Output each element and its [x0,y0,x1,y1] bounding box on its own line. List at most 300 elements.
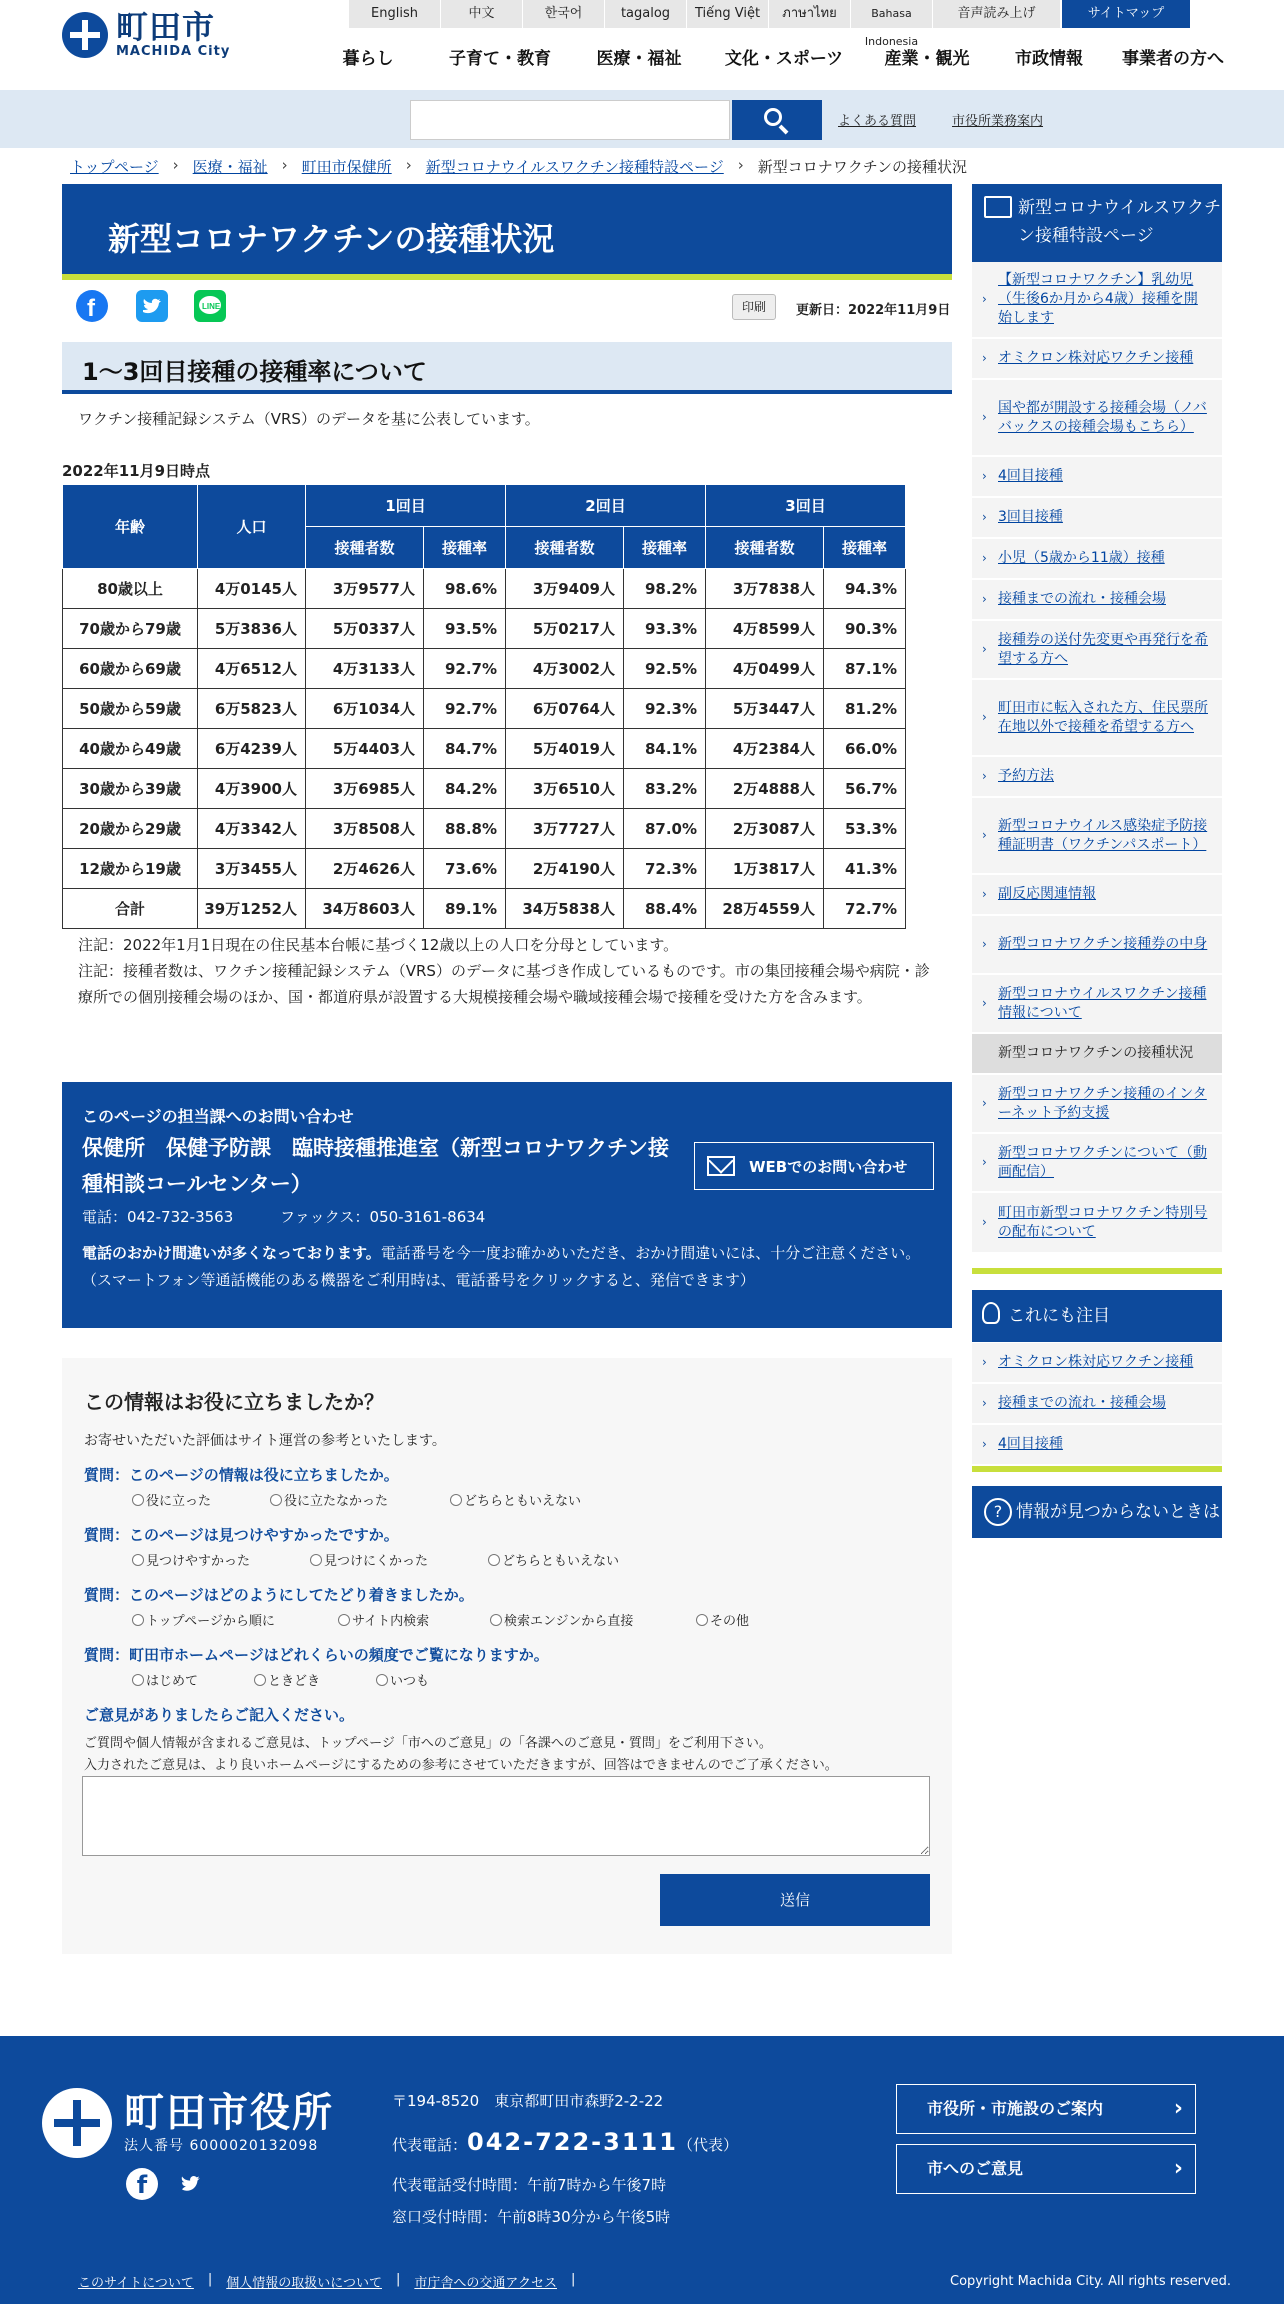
table-cell: 53.3% [824,809,906,849]
radio-label: どちらともいえない [464,1494,582,1509]
notice-item-label[interactable]: 接種までの流れ・接種会場 [998,1395,1166,1411]
radio-label: どちらともいえない [502,1554,620,1569]
table-row [63,769,906,809]
updated-date: 更新日：2022年11月9日 [796,303,951,318]
table-cell: 87.0% [624,809,706,849]
th-dose2: 2回目 [506,485,706,527]
corp-number: 法人番号 6000020132098 [124,2138,319,2154]
sidebar-heading[interactable] [972,184,1222,262]
submit-button[interactable]: 送信 [660,1874,930,1926]
radio-label: その他 [710,1614,750,1629]
table-cell: 5万0337人 [306,609,424,649]
table-row [63,569,906,609]
logo-sub: MACHIDA City [116,44,231,59]
table-cell: 3万6985人 [306,769,424,809]
radio-button[interactable] [310,1554,322,1566]
sidebar-item[interactable] [972,262,1222,338]
chevron-right-icon: › [982,1396,987,1410]
nav-item[interactable]: 文化・スポーツ [724,49,844,69]
chevron-right-icon: › [982,351,987,365]
breadcrumb [70,156,967,177]
radio-label: サイト内検索 [352,1614,430,1629]
th-rate: 接種率 [824,527,906,569]
survey-radio-option[interactable] [254,1670,376,1689]
survey-radio-option[interactable] [310,1550,488,1569]
intro-text: ワクチン接種記録システム（VRS）のデータを基に公表しています。 [78,410,540,428]
table-cell: 3万8508人 [306,809,424,849]
sidebar-item[interactable] [972,580,1222,620]
table-cell: 80歳以上 [63,569,198,609]
table-cell: 89.1% [424,889,506,929]
sidebar-item[interactable] [972,498,1222,538]
comment-note-1: ご質問や個人情報が含まれるご意見は、トップページ「市へのご意見」の「各課へのご意見・質問」をご利用下さい。 [84,1736,772,1751]
office-guide-link[interactable]: 市役所業務案内 [952,114,1044,129]
opinion-button[interactable]: 市へのご意見 › [896,2144,1196,2194]
sidebar-item-label[interactable]: 町田市に転入された方、住民票所在地以外で接種を希望する方へ [998,699,1208,735]
th-rate: 接種率 [424,527,506,569]
survey-question: 質問：このページは見つけやすかったですか。 [84,1526,399,1544]
table-cell: 84.7% [424,729,506,769]
twitter-share-icon[interactable] [136,290,168,322]
footer-links [78,2272,589,2291]
sidebar-item-label[interactable]: オミクロン株対応ワクチン接種 [998,350,1194,366]
table-cell: 2万4626人 [306,849,424,889]
radio-button[interactable] [376,1674,388,1686]
sidebar-item-label[interactable]: 【新型コロナワクチン】乳幼児（生後6か月から4歳）接種を開始します [998,272,1198,326]
table-cell: 93.5% [424,609,506,649]
page-title-box [62,184,952,280]
survey-radio-option[interactable] [270,1490,450,1509]
sidebar-item[interactable] [972,680,1222,756]
radio-label: 見つけにくかった [324,1554,429,1569]
contact-box [62,1082,952,1328]
sidebar-heading-label: 新型コロナウイルスワクチン接種特設ページ [1018,198,1221,246]
survey-radio-option[interactable] [450,1490,581,1509]
footer-window-hours: 窓口受付時間：午前8時30分から午後5時 [392,2208,671,2226]
table-cell: 98.2% [624,569,706,609]
chevron-right-icon: › [982,1096,987,1110]
survey-radio-option[interactable] [132,1610,338,1629]
table-cell: 39万1252人 [198,889,306,929]
city-emblem-icon [62,12,108,58]
radio-button[interactable] [132,1614,144,1626]
table-cell: 60歳から69歳 [63,649,198,689]
radio-label: 役に立った [146,1494,212,1509]
footer-reception-hours: 代表電話受付時間：午前7時から午後7時 [392,2176,667,2194]
phone-number: 042-722-3111 [467,2128,678,2156]
breadcrumb-sep: › [281,156,288,174]
language-bar [348,0,1190,48]
notice-item-label[interactable]: オミクロン株対応ワクチン接種 [998,1354,1194,1370]
note-2: 注記：接種者数は、ワクチン接種記録システム（VRS）のデータに基づき作成しているものです。市の集団接種会場や病院・診療所での個別接種会場のほか、国・都道府県が設置する大規模接種会場や職域接種会場で接種を受けた方を含みます。 [78,962,930,1006]
survey-question: 質問：このページはどのようにしてたどり着きましたか。 [84,1586,474,1604]
table-row [63,889,906,929]
chevron-right-icon: › [982,1355,987,1369]
table-cell: 4万0145人 [198,569,306,609]
svg-text:LINE: LINE [202,302,221,311]
table-cell: 92.3% [624,689,706,729]
not-found-button[interactable] [972,1486,1222,1538]
breadcrumb-item[interactable]: 町田市保健所 [301,158,392,176]
sidebar-item-label[interactable]: 予約方法 [998,768,1054,784]
breadcrumb-item[interactable]: 医療・福祉 [192,158,268,176]
survey-options [132,1490,581,1509]
th-count: 接種者数 [506,527,624,569]
sidebar-item[interactable] [972,1075,1222,1133]
footer-name: 町田市役所 [124,2090,334,2136]
table-cell: 72.3% [624,849,706,889]
table-cell: 5万4019人 [506,729,624,769]
table-cell: 4万3133人 [306,649,424,689]
radio-label: トップページから順に [146,1614,275,1629]
language-link[interactable]: English [348,0,440,28]
survey-radio-option[interactable] [132,1670,254,1689]
feedback-survey [62,1358,952,1954]
chevron-right-icon: › [982,769,987,783]
chevron-right-icon: › [982,410,987,424]
chevron-right-icon: › [982,1215,987,1229]
nav-item[interactable]: 子育て・教育 [449,49,551,69]
page-title: 新型コロナワクチンの接種状況 [108,220,555,258]
chevron-right-icon: › [982,1437,987,1451]
th-age: 年齢 [63,485,198,569]
breadcrumb-sep: › [405,156,412,174]
notice-heading-label: これにも注目 [1008,1306,1110,1326]
table-cell: 3万7838人 [706,569,824,609]
chevron-right-icon: › [982,996,987,1010]
radio-button[interactable] [490,1614,502,1626]
sidebar-item-label[interactable]: 4回目接種 [998,468,1063,484]
sidebar-item-label[interactable]: 新型コロナワクチン接種券の中身 [998,936,1208,952]
table-cell: 2万3087人 [706,809,824,849]
table-row [63,809,906,849]
radio-button[interactable] [132,1554,144,1566]
table-cell: 4万3002人 [506,649,624,689]
radio-button[interactable] [696,1614,708,1626]
survey-radio-option[interactable] [338,1610,490,1629]
survey-intro: お寄せいただいた評価はサイト運営の参考といたします。 [84,1433,446,1449]
city-emblem-icon [42,2088,112,2158]
language-link[interactable]: Tiếng Việt [686,0,768,28]
table-cell: 66.0% [824,729,906,769]
table-cell: 12歳から19歳 [63,849,198,889]
table-row [63,689,906,729]
chevron-right-icon: › [982,710,987,724]
sidebar-item[interactable] [972,1134,1222,1192]
contact-dept: 保健所 保健予防課 臨時接種推進室（新型コロナワクチン接種相談コールセンター） [82,1136,669,1196]
site-logo[interactable] [62,10,230,59]
nav-item[interactable]: 暮らし [342,49,394,69]
survey-question: 質問：このページの情報は役に立ちましたか。 [84,1466,399,1484]
table-cell: 2万4888人 [706,769,824,809]
survey-options [132,1610,749,1629]
radio-button[interactable] [270,1494,282,1506]
th-dose1: 1回目 [306,485,506,527]
sidebar-item[interactable] [972,380,1222,456]
sidebar-item-label[interactable]: 3回目接種 [998,509,1063,525]
radio-button[interactable] [450,1494,462,1506]
sidebar-item[interactable] [972,539,1222,579]
footer-logo [42,2088,334,2158]
table-cell: 92.7% [424,689,506,729]
survey-radio-option[interactable] [132,1490,270,1509]
table-cell: 84.1% [624,729,706,769]
chevron-right-icon: › [982,642,987,656]
table-cell: 5万4403人 [306,729,424,769]
question-search-icon: ? [984,1498,1012,1526]
table-cell: 6万5823人 [198,689,306,729]
table-cell: 合計 [63,889,198,929]
print-button[interactable]: 印刷 [732,294,776,320]
table-cell: 4万3900人 [198,769,306,809]
search-button[interactable] [732,100,822,140]
footer-sep: | [571,2272,576,2287]
sidebar-item[interactable] [972,798,1222,874]
sidebar-item[interactable] [972,757,1222,797]
language-link[interactable]: ภาษาไทย [768,0,850,28]
table-cell: 3万6510人 [506,769,624,809]
sitemap-button[interactable]: サイトマップ [1062,0,1190,28]
footer-sep: | [207,2272,213,2287]
table-cell: 56.7% [824,769,906,809]
footer-twitter-icon[interactable] [178,2170,204,2200]
survey-radio-option[interactable] [696,1610,749,1629]
sidebar-item[interactable] [972,1034,1222,1074]
contact-fax: ファックス：050-3161-8634 [280,1208,486,1226]
radio-label: ときどき [268,1674,321,1689]
footer-link[interactable]: このサイトについて [78,2276,194,2291]
notice-item[interactable] [972,1425,1222,1465]
table-cell: 3万3455人 [198,849,306,889]
chevron-right-icon: › [982,592,987,606]
sidebar-divider [972,1466,1222,1472]
sidebar-item-label: 新型コロナワクチンの接種状況 [998,1045,1194,1061]
facebook-share-icon[interactable] [76,290,108,322]
footer-link[interactable]: 市庁舎への交通アクセス [414,2276,557,2291]
search-bar [0,90,1284,148]
sidebar-item-label[interactable]: 新型コロナウイルス感染症予防接種証明書（ワクチンパスポート） [998,817,1208,853]
radio-button[interactable] [254,1674,266,1686]
site-footer [0,2036,1284,2304]
table-row [63,649,906,689]
vaccination-rate-table [62,484,906,929]
nav-item[interactable]: 市政情報 [1015,49,1083,69]
table-cell: 50歳から59歳 [63,689,198,729]
sidebar-item[interactable] [972,1193,1222,1253]
table-cell: 3万9409人 [506,569,624,609]
line-share-icon[interactable] [194,290,226,322]
sidebar-item[interactable] [972,975,1222,1033]
lightbulb-icon [982,1302,1000,1324]
breadcrumb-sep: › [737,156,744,174]
table-cell: 2万4190人 [506,849,624,889]
table-cell: 70歳から79歳 [63,609,198,649]
table-row [63,729,906,769]
th-count: 接種者数 [306,527,424,569]
table-cell: 34万5838人 [506,889,624,929]
radio-button[interactable] [338,1614,350,1626]
survey-options [132,1550,619,1569]
breadcrumb-item[interactable]: トップページ [70,158,159,176]
sidebar-item-label[interactable]: 接種までの流れ・接種会場 [998,591,1166,607]
language-link[interactable]: Bahasa Indonesia [850,0,932,28]
table-cell: 88.8% [424,809,506,849]
table-cell: 4万0499人 [706,649,824,689]
survey-radio-option[interactable] [132,1550,310,1569]
table-cell: 3万7727人 [506,809,624,849]
notice-item-label[interactable]: 4回目接種 [998,1436,1063,1452]
section-heading-box [62,342,952,394]
survey-options [132,1670,429,1689]
sidebar-item-label[interactable]: 接種券の送付先変更や再発行を希望する方へ [998,631,1208,667]
footer-sep: | [395,2272,401,2287]
comment-title: ご意見がありましたらご記入ください。 [84,1706,355,1724]
table-cell: 5万0217人 [506,609,624,649]
comment-note-2: 入力されたご意見は、より良いホームページにするための参考にさせていただきますが、回答はできませんのでご了承ください。 [84,1758,838,1773]
footer-link[interactable]: 個人情報の取扱いについて [226,2276,382,2291]
folder-icon [984,196,1012,218]
svg-text:f: f [87,295,95,322]
chevron-right-icon: › [982,828,987,842]
radio-button[interactable] [132,1494,144,1506]
phone-suffix: （代表） [677,2136,738,2154]
survey-title: この情報はお役に立ちましたか？ [84,1390,384,1414]
search-icon-handle [779,125,789,135]
table-cell: 73.6% [424,849,506,889]
comment-textarea[interactable] [82,1776,930,1856]
chevron-right-icon: › [982,292,987,306]
table-cell: 40歳から49歳 [63,729,198,769]
breadcrumb-sep: › [172,156,179,174]
nav-item[interactable]: 事業者の方へ [1122,49,1224,69]
sidebar-item[interactable] [972,916,1222,974]
table-cell: 1万3817人 [706,849,824,889]
sidebar-item[interactable] [972,339,1222,379]
sidebar-item[interactable] [972,457,1222,497]
nav-item[interactable]: 産業・観光 [884,49,970,69]
sidebar-item-label[interactable]: 小児（5歳から11歳）接種 [998,550,1165,566]
footer-facebook-icon[interactable]: f [126,2168,158,2200]
table-cell: 92.5% [624,649,706,689]
faq-link[interactable]: よくある質問 [838,114,917,129]
table-notes [78,932,938,1010]
nav-item[interactable]: 医療・福祉 [596,49,682,69]
radio-label: いつも [390,1674,430,1689]
table-cell: 28万4559人 [706,889,824,929]
radio-button[interactable] [488,1554,500,1566]
chevron-right-icon: › [982,937,987,951]
table-row [63,849,906,889]
radio-label: 検索エンジンから直接 [504,1614,634,1629]
notice-heading [972,1290,1222,1342]
th-dose3: 3回目 [706,485,906,527]
table-cell: 3万9577人 [306,569,424,609]
language-link[interactable]: 中文 [440,0,522,28]
web-contact-label: WEBでのお問い合わせ [749,1157,908,1176]
chevron-right-icon: › [982,469,987,483]
sidebar-item[interactable] [972,875,1222,915]
breadcrumb-item[interactable]: 新型コロナウイルスワクチン接種特設ページ [425,158,724,176]
search-input[interactable] [410,100,730,140]
chevron-right-icon: › [982,887,987,901]
chevron-right-icon: › [982,510,987,524]
survey-question: 質問：町田市ホームページはどれくらいの頻度でご覧になりますか。 [84,1646,549,1664]
footer-phone[interactable] [392,2128,738,2156]
radio-label: はじめて [146,1674,199,1689]
notice-item[interactable] [972,1384,1222,1424]
section-heading: 1～3回目接種の接種率について [82,358,427,386]
table-cell: 84.2% [424,769,506,809]
contact-label: このページの担当課へのお問い合わせ [82,1107,354,1126]
table-cell: 6万1034人 [306,689,424,729]
sidebar-item[interactable] [972,621,1222,679]
radio-button[interactable] [132,1674,144,1686]
sidebar-item-label[interactable]: 国や都が開設する接種会場（ノババックスの接種会場もこちら） [998,399,1207,435]
table-cell: 98.6% [424,569,506,609]
sidebar-item-label[interactable]: 新型コロナワクチン接種のインターネット予約支援 [998,1085,1207,1121]
table-cell: 41.3% [824,849,906,889]
sidebar-item-label[interactable]: 新型コロナウイルスワクチン接種情報について [998,985,1207,1021]
table-cell: 5万3836人 [198,609,306,649]
site-header [0,0,1284,90]
copyright: Copyright Machida City. All rights reserved. [950,2274,1232,2289]
speech-button[interactable]: 音声読み上げ [932,0,1060,28]
language-link[interactable]: 한국어 [522,0,604,28]
table-cell: 72.7% [824,889,906,929]
sidebar-divider [972,1268,1222,1274]
logo-name: 町田市 [116,8,216,46]
table-cell: 6万0764人 [506,689,624,729]
table-cell: 20歳から29歳 [63,809,198,849]
table-cell: 6万4239人 [198,729,306,769]
footer-address: 〒194-8520 東京都町田市森野2-2-22 [392,2092,664,2110]
table-cell: 4万6512人 [198,649,306,689]
web-contact-button[interactable] [694,1142,934,1190]
contact-tel[interactable]: 電話：042-732-3563 [82,1208,234,1226]
table-cell: 34万8603人 [306,889,424,929]
survey-radio-option[interactable] [376,1670,429,1689]
radio-label: 役に立たなかった [284,1494,389,1509]
table-cell: 94.3% [824,569,906,609]
global-nav [310,44,1238,74]
notice-item[interactable] [972,1343,1222,1383]
note-1: 注記：2022年1月1日現在の住民基本台帳に基づく12歳以上の人口を分母としています。 [78,936,679,954]
sidebar-item-label[interactable]: 新型コロナワクチンについて（動画配信） [998,1144,1208,1180]
table-cell: 83.2% [624,769,706,809]
table-cell: 4万8599人 [706,609,824,649]
envelope-icon [707,1156,735,1176]
table-cell: 5万3447人 [706,689,824,729]
sidebar-item-label[interactable]: 副反応関連情報 [998,886,1096,902]
phone-label: 代表電話： [392,2136,468,2154]
sidebar-item-label[interactable]: 町田市新型コロナワクチン特別号の配布について [998,1204,1208,1240]
table-cell: 4万2384人 [706,729,824,769]
th-rate: 接種率 [624,527,706,569]
table-row [63,609,906,649]
as-of-date: 2022年11月9日時点 [62,462,211,480]
table-cell: 90.3% [824,609,906,649]
survey-radio-option[interactable] [490,1610,696,1629]
contact-warning [82,1240,932,1294]
breadcrumb-current: 新型コロナワクチンの接種状況 [757,158,968,176]
survey-radio-option[interactable] [488,1550,619,1569]
warning-rest: 電話番号を今一度お確かめいただき、おかけ間違いには、十分ご注意ください。（スマートフォン等通話機能のある機器をご利用時は、電話番号をクリックすると、発信できます） [82,1244,921,1289]
not-found-label: 情報が見つからないときは [1016,1502,1220,1522]
facilities-button[interactable]: 市役所・市施設のご案内 › [896,2084,1196,2134]
th-population: 人口 [198,485,306,569]
language-link[interactable]: tagalog [604,0,686,28]
th-count: 接種者数 [706,527,824,569]
